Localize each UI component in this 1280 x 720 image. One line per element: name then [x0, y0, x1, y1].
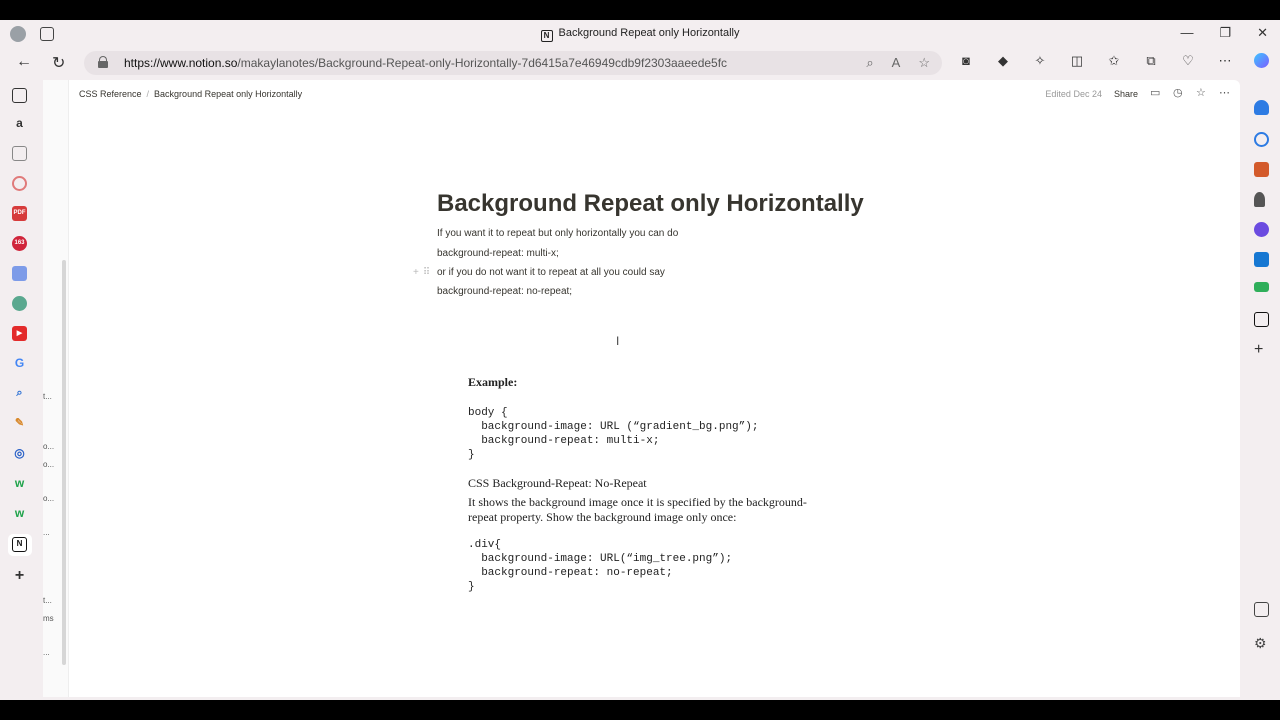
sidebar-panel-icon[interactable] — [1254, 602, 1269, 617]
wave-icon[interactable]: ◎ — [14, 446, 25, 460]
peek-item: o... — [43, 460, 55, 469]
peek-item: ... — [43, 648, 50, 657]
code-line: body { — [468, 407, 508, 419]
peek-item: ms — [43, 614, 54, 623]
updates-clock-icon[interactable]: ◷ — [1173, 87, 1183, 99]
text-block-hovered[interactable] — [413, 267, 665, 278]
chatgpt-icon[interactable] — [12, 296, 27, 311]
w-icon[interactable]: w — [14, 506, 25, 520]
docs-icon[interactable] — [12, 266, 27, 281]
favorite-star-icon[interactable]: ☆ — [918, 55, 930, 70]
code-line: } — [468, 581, 475, 593]
browser-essentials-icon[interactable]: ♡ — [1182, 53, 1194, 68]
favorites-icon[interactable]: ✩ — [1108, 53, 1120, 68]
bell-icon[interactable] — [1254, 100, 1269, 115]
search-icon[interactable]: ⌕ — [16, 387, 23, 399]
outlook-icon[interactable] — [1254, 252, 1269, 267]
refresh-icon[interactable]: ↻ — [52, 55, 66, 72]
collections-icon[interactable]: ⧉ — [1146, 53, 1156, 68]
restore-icon[interactable]: ❐ — [1219, 25, 1232, 40]
browser-window — [0, 20, 1280, 700]
browser-sidebar-right — [1244, 80, 1280, 700]
send-icon[interactable] — [1254, 282, 1269, 292]
address-bar[interactable] — [84, 51, 942, 75]
plus-icon[interactable]: + — [14, 567, 25, 584]
amazon-icon[interactable]: a — [16, 116, 23, 130]
minimize-icon[interactable]: — — [1180, 25, 1194, 40]
code-line: background-image: URL(“img_tree.png”); — [468, 553, 733, 565]
url-host: https://www.notion.so — [124, 56, 238, 70]
peek-item: o... — [43, 494, 55, 503]
pdf-icon[interactable]: PDF — [12, 206, 27, 221]
hexagon-icon[interactable] — [1254, 222, 1269, 237]
notion-topbar-actions — [1045, 88, 1230, 99]
text-block[interactable]: background-repeat: multi-x; — [437, 248, 559, 259]
title-bar — [0, 20, 1280, 48]
settings-gear-icon[interactable]: ⚙ — [1254, 635, 1267, 651]
notion-favicon-icon: N — [541, 30, 553, 42]
back-icon[interactable]: ← — [16, 53, 32, 70]
extension-1-icon[interactable]: ◙ — [962, 53, 970, 68]
peek-item: o... — [43, 442, 55, 451]
example-heading: Example: — [468, 375, 518, 389]
peek-item: ... — [43, 528, 50, 537]
breadcrumb — [79, 89, 302, 99]
w-icon[interactable]: w — [14, 476, 25, 490]
page-title[interactable]: Background Repeat only Horizontally — [437, 190, 864, 217]
more-options-icon[interactable]: ⋯ — [1219, 87, 1230, 99]
code-line: background-repeat: multi-x; — [468, 435, 660, 447]
zoom-icon[interactable]: ⌕ — [866, 55, 874, 70]
plus-icon[interactable]: + — [1254, 341, 1264, 358]
code-line: } — [468, 449, 475, 461]
code-line: background-image: URL (“gradient_bg.png”); — [468, 421, 759, 433]
text-cursor-icon: I — [616, 334, 620, 348]
read-aloud-icon[interactable]: A — [891, 55, 901, 70]
close-icon[interactable]: ✕ — [1257, 25, 1268, 40]
notion-icon[interactable] — [1254, 312, 1269, 327]
peek-item: t... — [43, 596, 52, 605]
share-button[interactable]: Share — [1113, 88, 1138, 99]
more-menu-icon[interactable]: ⋯ — [1218, 53, 1232, 68]
copilot-icon[interactable] — [1254, 53, 1269, 68]
breadcrumb-current[interactable]: Background Repeat only Horizontally — [154, 89, 303, 99]
url-text[interactable] — [124, 56, 727, 70]
favorite-star-icon[interactable]: ☆ — [1196, 87, 1206, 99]
block-drag-handle-icon[interactable]: +⠿ — [413, 267, 435, 278]
notion-icon[interactable]: N — [12, 537, 27, 552]
calendar-icon[interactable] — [12, 146, 27, 161]
notion-page — [43, 80, 1240, 697]
code-line: background-repeat: no-repeat; — [468, 567, 673, 579]
browser-sidebar-left — [0, 80, 40, 700]
window-title-text: Background Repeat only Horizontally — [558, 27, 740, 39]
code-line: .div{ — [468, 539, 502, 551]
search-icon[interactable] — [1254, 132, 1269, 147]
sidebar-scrollbar[interactable] — [62, 260, 66, 665]
google-icon[interactable]: G — [14, 356, 25, 370]
comments-icon[interactable]: ▭ — [1150, 87, 1161, 99]
description-line: repeat property. Show the background image only once: — [468, 510, 737, 524]
toolbox-icon[interactable] — [1254, 162, 1269, 177]
extension-2-icon[interactable]: ◆ — [998, 53, 1008, 68]
pen-icon[interactable]: ✎ — [14, 417, 25, 429]
lock-icon[interactable] — [98, 56, 108, 68]
edited-timestamp[interactable]: Edited Dec 24 — [1045, 88, 1102, 99]
text-block-text: or if you do not want it to repeat at all you could say — [437, 267, 665, 278]
description-line: It shows the background image once it is specified by the background- — [468, 495, 807, 509]
url-path: /makaylanotes/Background-Repeat-only-Horizontally-7d6415a7e46949cdb9f2303aaeede5fc — [237, 56, 728, 70]
peek-item: t... — [43, 392, 52, 401]
sidebar-toggle-icon[interactable] — [12, 88, 27, 103]
youtube-icon[interactable]: ▶ — [12, 326, 27, 341]
split-screen-icon[interactable]: ◫ — [1070, 53, 1084, 68]
section-title: CSS Background-Repeat: No-Repeat — [468, 476, 647, 490]
text-block[interactable]: If you want it to repeat but only horizontally you can do — [437, 228, 679, 239]
text-block[interactable]: background-repeat: no-repeat; — [437, 286, 573, 297]
breadcrumb-separator: / — [146, 89, 150, 99]
window-title — [0, 27, 1280, 42]
chess-icon[interactable] — [1254, 192, 1265, 207]
163-icon[interactable]: 163 — [12, 236, 27, 251]
extensions-puzzle-icon[interactable]: ✧ — [1034, 53, 1046, 68]
notion-sidebar-peek — [43, 80, 69, 697]
target-icon[interactable] — [12, 176, 27, 191]
breadcrumb-parent[interactable]: CSS Reference — [79, 89, 142, 99]
